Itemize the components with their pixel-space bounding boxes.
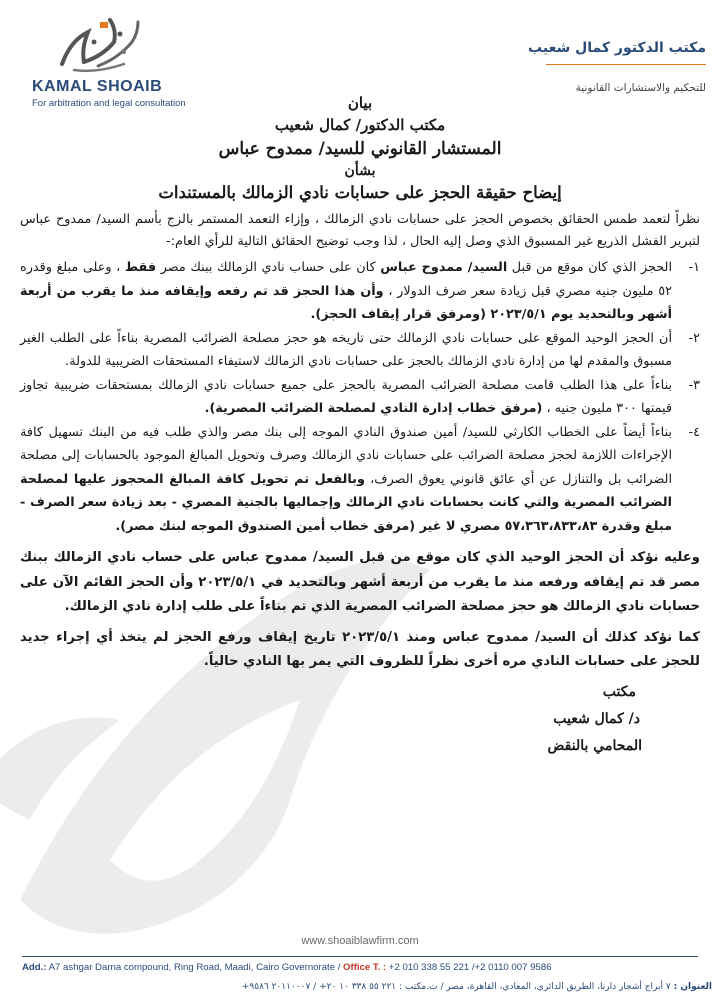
item-text: أن الحجز الوحيد الموقع على حسابات نادي الزمالك حتى تاريخه هو حجز مصلحة الضرائب المصرية بناءاً على الطلب الغير مسبوق والمقدم لها من إدارة نادي الزمالك بالحجز على حسابات نادي الزمالك لاستيفاء المستحقات الضريبية للدولة.: [20, 330, 672, 369]
address-text: A7 ashgar Darna compound, Ring Road, Maadi, Cairo Governorate /: [48, 962, 344, 973]
item-bold-text: (مرفق خطاب إدارة النادي لمصلحة الضرائب المصرية).: [204, 401, 543, 416]
list-item: [20, 421, 700, 539]
office-phone-label: Office T. :: [343, 962, 387, 973]
item-number: ١-: [688, 260, 700, 275]
brand-sub-ar: للتحكيم والاستشارات القانونية: [575, 82, 706, 94]
intro-paragraph: نظراً لتعمد طمس الحقائق بخصوص الحجز على حسابات نادي الزمالك ، وإزاء التعمد المستمر بالزج بأسم السيد/ ممدوح عباس لتبرير الفشل الذريع غير المسبوق الذي وصل إليه الحال ، لذا وجب توضيح الحقائق التالية للرأي العام:-: [20, 212, 700, 249]
item-text: بناءاً على هذا الطلب قامت مصلحة الضرائب المصرية بالحجز على جميع حسابات نادي الزمالك بمستحقات ضريبية تجاوز قيمتها ٣٠٠ مليون جنيه ،: [20, 377, 672, 416]
list-item: [20, 256, 700, 327]
title-office: مكتب الدكتور/ كمال شعيب: [274, 116, 446, 134]
conclusion-paragraph: وعليه نؤكد أن الحجز الوحيد الذي كان موقع من قبل السيد/ ممدوح عباس على حساب نادي الزمالك ببنك مصر قد تم إيقافه ورفعه منذ ما يقرب من أربعة أشهر وبالتحديد في ٢٠٢٣/٥/١ وأن الحجز القائم الآن على حسابات نادي الزمالك هو حجز مصلحة الضرائب المصرية الذي تم بناءاً على طلب إدارة نادي الزمالك.: [20, 550, 701, 614]
item-number: ٣-: [688, 377, 700, 393]
website-link[interactable]: www.shoaiblawfirm.com: [301, 935, 419, 947]
item-text: الحجز الذي كان موقع من قبل: [507, 260, 673, 275]
statement-body: [20, 92, 700, 760]
brand-sub-en: For arbitration and legal consultation: [32, 98, 186, 109]
brand-divider: [546, 64, 706, 65]
address-text-ar: ٧ أبراج أشجار دارنا، الطريق الدائري، المعادي، القاهرة، مصر / ت.مكتب : ٢٢١ ٥٥ ٣٣٨ ١٠ ٢٠+ / ٢٠١١٠٠٠٧ ٩٥٨٦+: [241, 982, 671, 992]
list-item: [20, 327, 700, 374]
footer-divider: [22, 956, 698, 957]
address-label: Add.:: [22, 962, 47, 973]
item-number: ٤-: [688, 424, 700, 440]
conclusion-paragraph: كما نؤكد كذلك أن السيد/ ممدوح عباس ومنذ ٢٠٢٣/٥/١ تاريخ إيقاف ورفع الحجز لم يتخذ أي إجراء جديد للحجز على حسابات النادي مره أخرى نظراً للظروف التي يمر بها النادي حالياً.: [20, 629, 700, 669]
brand-name-en: KAMAL SHOAIB: [32, 78, 163, 95]
item-text: بناءاً أيضاً على الخطاب الكارثي للسيد/ أمين صندوق النادي الموجه إلى بنك مصر والذي طلب فيه من البنك تسهيل كافة الإجراءات اللازمة لحجز مصلحة الضرائب على حسابات نادي الزمالك وصرف وتحويل المبالغ الموجود بالحسابات إلى مصلحة الضرائب بل والتنازل عن أي عائق قانوني يعوق الصرف،: [20, 424, 672, 487]
item-text: ، وعلى مبلغ وقدره ٥٢ مليون جنيه مصري قبل زيادة سعر صرف الدولار ،: [20, 260, 672, 299]
calligraphy-logo-icon: [54, 12, 144, 78]
signature-office: مكتب: [602, 683, 636, 700]
item-bold-text: وأن هذا الحجز قد تم رفعه وإيقافه منذ ما يقرب من أربعة أشهر وبالتحديد يوم ٢٠٢٣/٥/١ (ومرفق قرار إيقاف الحجز).: [20, 283, 672, 322]
item-bold-text: فقط: [124, 260, 157, 275]
item-bold-text: وبالفعل تم تحويل كافة المبالغ المحجوز عليها لمصلحة الضرائب المصرية والتي كانت بحسابات نادي الزمالك وإجماليها بالجنية المصري - بعد زيادة سعر الصرف - مبلغ وقدرة ٥٧،٣٦٣،٨٣٣،٨٣ مصري لا غير (مرفق خطاب أمين الصندوق الموجه لبنك مصر).: [20, 471, 672, 534]
brand-name-ar: مكتب الدكتور كمال شعيب: [528, 40, 706, 56]
title-subject: إيضاح حقيقة الحجز على حسابات نادي الزمالك بالمستندات: [158, 183, 562, 202]
title-regarding: بشأن: [344, 163, 376, 179]
office-phones: +2 010 338 55 221 /+2 0110 007 9586: [388, 962, 552, 973]
footer-address-ar: [22, 982, 712, 992]
item-number: ٢-: [688, 330, 700, 346]
item-text: كان على حساب نادي الزمالك ببنك مصر: [156, 260, 381, 275]
signature-title: المحامي بالنقض: [547, 737, 642, 754]
item-bold-text: السيد/ ممدوح عباس: [380, 260, 508, 275]
title-counsel: المستشار القانوني للسيد/ ممدوح عباس: [218, 139, 502, 159]
footer-address-en: [22, 962, 712, 973]
list-item: [20, 374, 700, 421]
title-statement: بيان: [347, 94, 373, 112]
address-label-ar: العنوان :: [673, 982, 712, 992]
signature-name: د/ كمال شعيب: [553, 710, 640, 727]
